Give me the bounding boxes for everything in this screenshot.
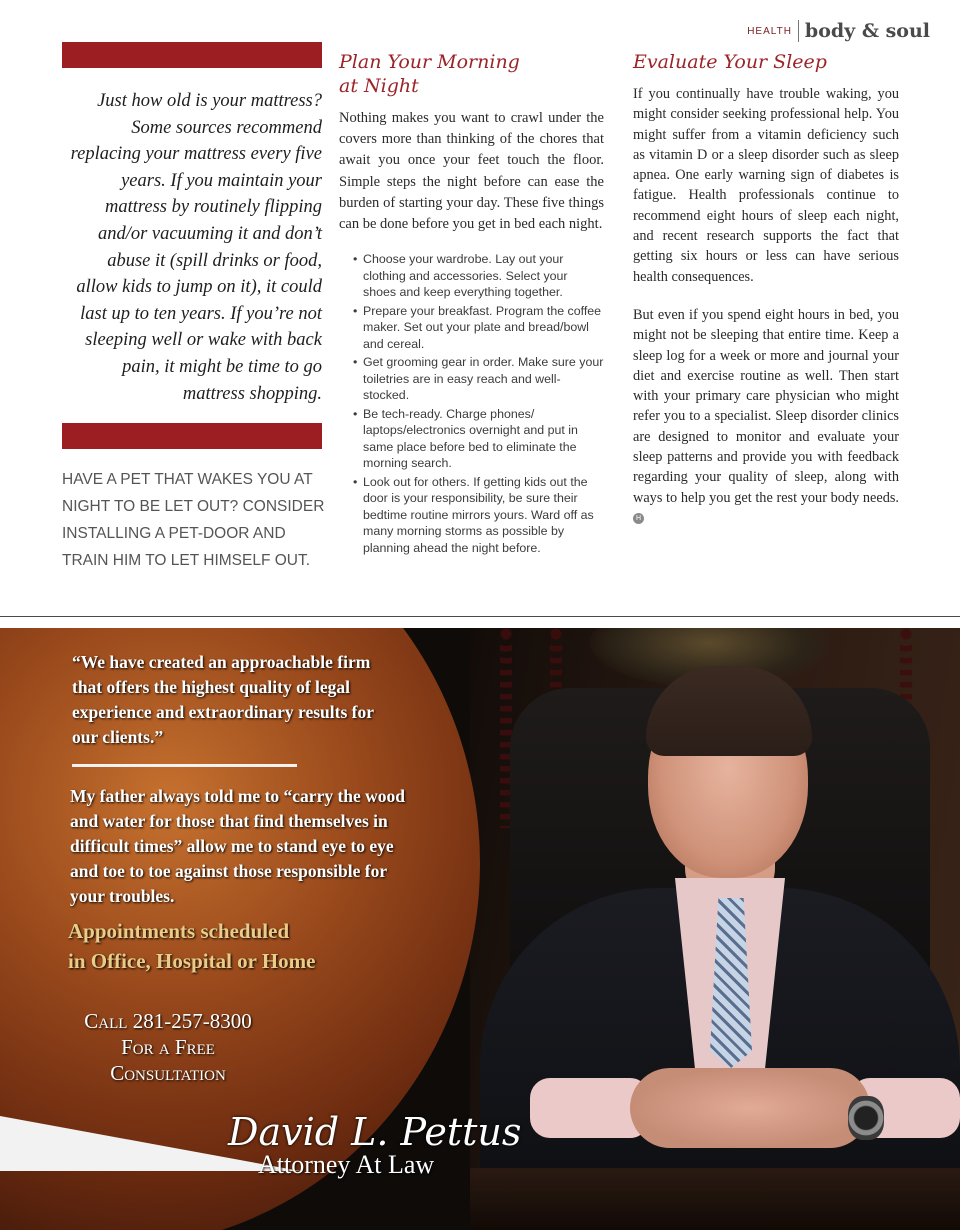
attorney-advertisement[interactable]: [0, 628, 960, 1230]
attorney-signature: David L. Pettus: [228, 1110, 522, 1154]
morning-heading: [339, 50, 604, 98]
appointments: [68, 916, 316, 976]
morning-tips-list: [339, 251, 604, 556]
list-item: • Choose your wardrobe. Lay out your clothing and accessories. Select your shoes and keep everything together.: [363, 251, 604, 301]
attorney-photo: [470, 628, 960, 1230]
sleep-paragraph-2-text: But even if you spend eight hours in bed, you might not be sleeping that entire time. Keep a sleep log for a week or more and journal your diet and exercise routine as well. Then start with your primary care physician who might refer you to a specialist. Sleep disorder clinics are designed to monitor and evaluate your sleep patterns and provide you with feedback regarding your quality of sleep, along with ways to help you get the rest your body needs.: [633, 306, 899, 506]
morning-intro: Nothing makes you want to crawl under the covers more than thinking of the chores that await you once your feet touch the floor. Simple steps the night before can ease the burden of starting your day. These five things can be done before you get in bed each night.: [339, 110, 604, 233]
list-item: • Look out for others. If getting kids out the door is your responsibility, be sure their bedtime routine mirrors yours. Ward off as many morning storms as possible by planning ahead the night before.: [363, 474, 604, 557]
watch-icon: [848, 1096, 884, 1140]
pull-quote: Just how old is your mattress? Some sources recommend replacing your mattress every five years. If you maintain your mattress by routinely flipping and/or vacuuming it and don’t abuse it (spill drinks or food, allow kids to jump on it), it could last up to ten years. If you’re not sleeping well or wake with back pain, it might be time to go mattress shopping.: [70, 91, 322, 404]
sleep-paragraph-2: [633, 305, 899, 528]
list-item: • Be tech-ready. Charge phones/ laptops/electronics overnight and put in same place before bed to eliminate the morning search.: [363, 406, 604, 472]
morning-heading-line2: at Night: [339, 75, 419, 97]
section-category: HEALTH: [747, 25, 792, 37]
section-name: body & soul: [804, 20, 930, 42]
sleep-paragraph-1: If you continually have trouble waking, you might consider seeking professional help. You might suffer from a vitamin deficiency such as vitamin D or a sleep disorder such as sleep apnea. One early warning sign of diabetes is fatigue. Health professionals continue to recommend eight hours of sleep each night, and recent research supports the fact that getting six hours or less can have serious health consequences.: [633, 86, 899, 285]
ad-divider: [72, 764, 297, 767]
header-divider: [798, 20, 799, 42]
list-item: • Get grooming gear in order. Make sure your toiletries are in easy reach and well-stocked.: [363, 354, 604, 404]
list-item: • Prepare your breakfast. Program the coffee maker. Set out your plate and bread/bowl and cereal.: [363, 303, 604, 353]
top-red-bar: [62, 42, 322, 68]
call-to-action[interactable]: [68, 1008, 268, 1086]
pet-tip: HAVE A PET THAT WAKES YOU AT NIGHT TO BE LET OUT? CONSIDER INSTALLING A PET-DOOR AND TRAIN HIM TO LET HIMSELF OUT.: [62, 471, 325, 569]
sleep-heading: Evaluate Your Sleep: [633, 51, 827, 73]
page-divider: [0, 616, 960, 617]
attorney-title: Attorney At Law: [258, 1150, 435, 1179]
sleep-article: [633, 50, 899, 528]
morning-article: [339, 50, 604, 558]
clasped-hands: [630, 1068, 870, 1148]
end-mark-icon: H: [633, 513, 644, 524]
section-header: [747, 20, 930, 42]
ad-body: My father always told me to “carry the wood and water for those that find themselves in difficult times” allow me to stand eye to eye and toe to toe against those responsible for your troubles.: [70, 786, 406, 906]
cta-phone[interactable]: Call 281-257-8300: [84, 1009, 252, 1033]
desk: [470, 1168, 960, 1230]
ad-quote: “We have created an approachable firm that offers the highest quality of legal experience and extraordinary results for our clients.”: [72, 652, 374, 747]
cta-line2: For a Free: [121, 1035, 215, 1059]
cta-line3: Consultation: [110, 1061, 226, 1085]
appointments-line1: Appointments scheduled: [68, 919, 290, 943]
bottom-red-bar: [62, 423, 322, 449]
appointments-line2: in Office, Hospital or Home: [68, 949, 316, 973]
morning-heading-line1: Plan Your Morning: [339, 51, 520, 73]
